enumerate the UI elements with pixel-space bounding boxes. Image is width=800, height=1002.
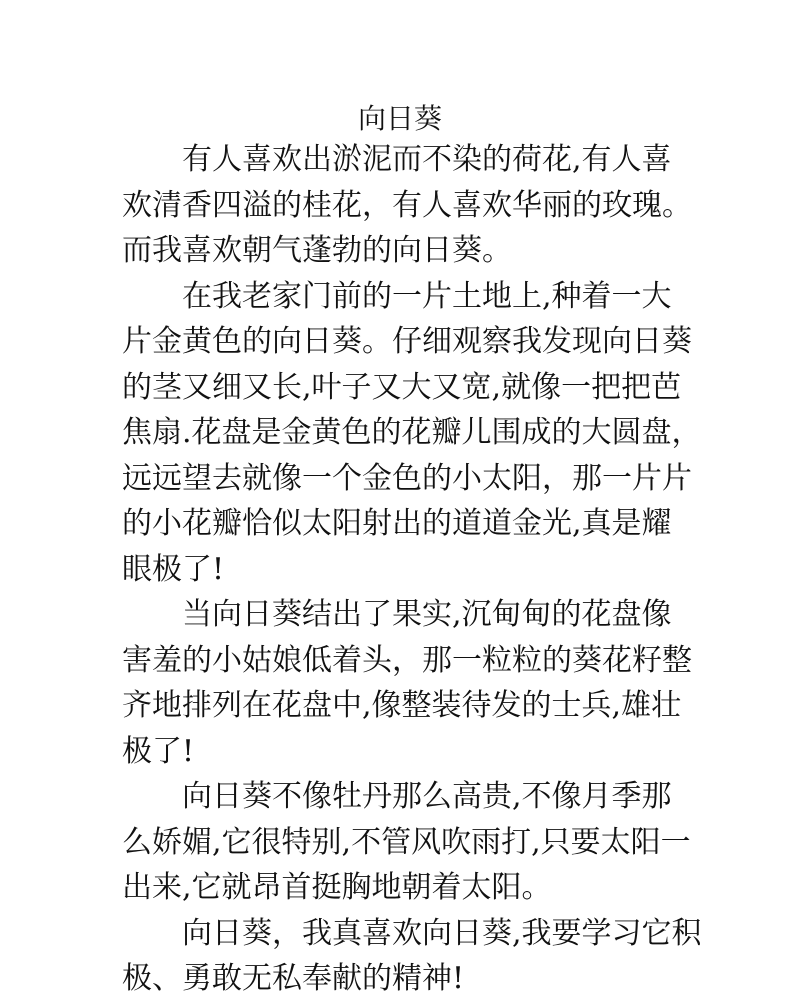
text-line: 焦扇.花盘是金黄色的花瓣儿围成的大圆盘，: [122, 415, 702, 450]
text-line: 齐地排列在花盘中,像整装待发的士兵,雄壮: [122, 688, 682, 723]
text-line: 而我喜欢朝气蓬勃的向日葵。: [122, 233, 512, 268]
text-line: 的小花瓣恰似太阳射出的道道金光,真是耀: [122, 506, 672, 541]
text-line: 出来,它就昂首挺胸地朝着太阳。: [122, 870, 552, 905]
text-line: 片金黄色的向日葵。仔细观察我发现向日葵: [122, 324, 692, 359]
text-line: 么娇媚,它很特别,不管风吹雨打,只要太阳一: [122, 824, 691, 860]
text-line: 在我老家门前的一片土地上,种着一大: [182, 278, 672, 314]
text-line: 远远望去就像一个金色的小太阳，那一片片: [122, 460, 692, 496]
text-line: 极、勇敢无私奉献的精神!: [122, 961, 465, 996]
text-line: 极了!: [122, 733, 195, 769]
text-line: 向日葵不像牡丹那么高贵,不像月季那: [182, 779, 672, 814]
paragraph-1: [122, 137, 692, 274]
paragraph-3: [122, 592, 692, 774]
text-line: 害羞的小姑娘低着头，那一粒粒的葵花籽整: [122, 642, 692, 678]
text-line: 的茎又细又长,叶子又大又宽,就像一把把芭: [122, 369, 682, 405]
text-line: 当向日葵结出了果实,沉甸甸的花盘像: [182, 597, 672, 632]
text-line: 欢清香四溢的桂花，有人喜欢华丽的玫瑰。: [122, 187, 692, 223]
page-title: 向日葵: [357, 102, 442, 135]
text-line: 有人喜欢出淤泥而不染的荷花,有人喜: [182, 142, 672, 177]
paragraph-4: [122, 774, 691, 911]
paragraph-2: [122, 274, 702, 593]
paragraph-5: [122, 911, 702, 1002]
essay-body: [122, 137, 702, 1002]
text-line: 眼极了!: [122, 551, 225, 587]
text-line: 向日葵，我真喜欢向日葵,我要学习它积: [182, 915, 702, 951]
